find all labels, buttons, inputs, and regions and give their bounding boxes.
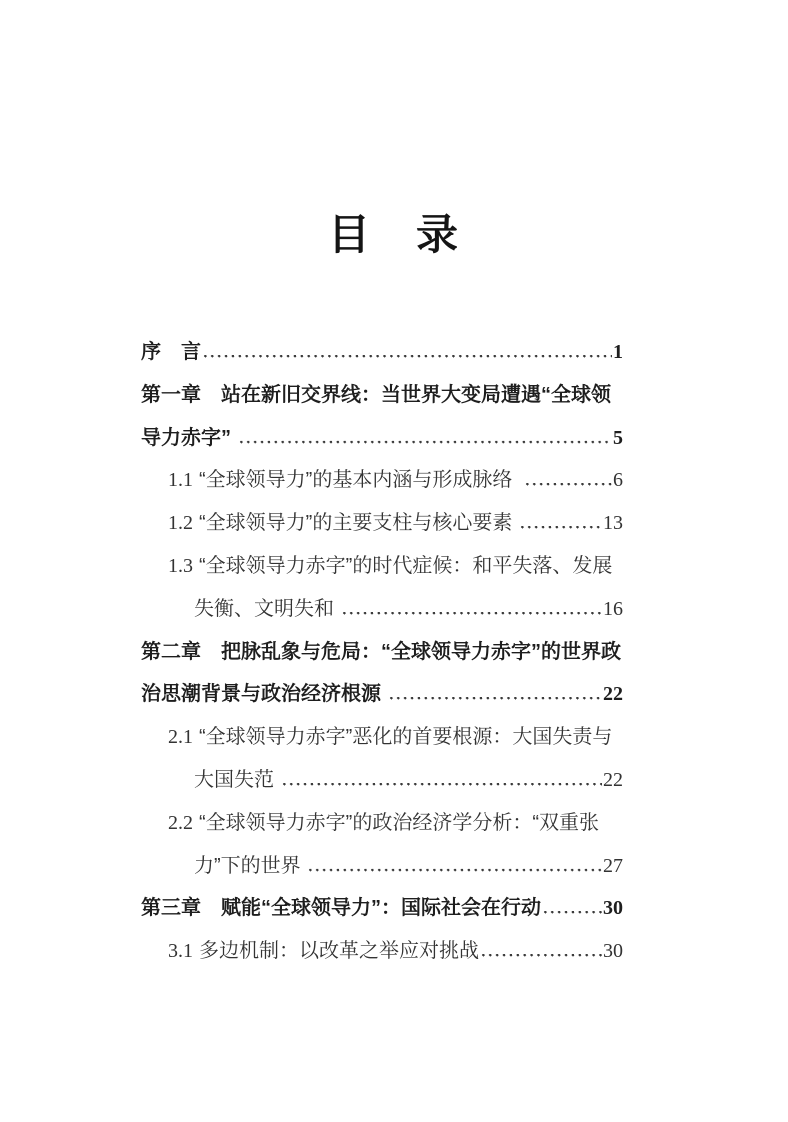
toc-entry-number: 2.1 (168, 726, 193, 749)
dot-leader (238, 417, 612, 460)
toc-entry-page: 13 (603, 512, 623, 535)
dot-leader (542, 887, 602, 930)
dot-leader (480, 930, 602, 973)
table-of-contents (141, 331, 623, 973)
toc-entry-page: 30 (603, 897, 623, 920)
toc-entry-text: “全球领导力赤字”的政治经济学分析：“双重张 (199, 811, 599, 834)
toc-entry-text: 导力赤字” (141, 426, 237, 449)
toc-entry (141, 331, 623, 374)
toc-entry-text: “全球领导力”的主要支柱与核心要素 (199, 512, 518, 535)
toc-entry-text: 大国失范 (194, 768, 280, 791)
toc-entry-text: 第三章 赋能“全球领导力”：国际社会在行动 (141, 897, 541, 920)
toc-entry-page: 1 (613, 341, 623, 363)
toc-entry-text: 第二章 把脉乱象与危局：“全球领导力赤字”的世界政 (141, 640, 621, 663)
toc-entry-page: 6 (613, 469, 623, 492)
toc-entry-page: 16 (603, 597, 623, 620)
dot-leader (202, 331, 612, 374)
toc-entry-text: 失衡、文明失和 (194, 597, 340, 620)
toc-entry (141, 802, 623, 845)
toc-entry-number: 2.2 (168, 811, 193, 834)
toc-entry (141, 930, 623, 973)
toc-entry (141, 417, 623, 460)
dot-leader (519, 502, 602, 545)
dot-leader (307, 845, 602, 888)
toc-entry-text: 力”下的世界 (194, 854, 307, 877)
dot-leader (281, 759, 602, 802)
toc-entry-number: 1.3 (168, 554, 193, 577)
dot-leader (524, 459, 612, 502)
toc-entry-text: “全球领导力赤字”恶化的首要根源：大国失责与 (199, 726, 613, 749)
toc-entry-text: 治思潮背景与政治经济根源 (141, 683, 387, 706)
toc-entry-number: 1.1 (168, 469, 193, 492)
toc-entry (141, 374, 623, 417)
dot-leader (388, 673, 602, 716)
toc-entry-page: 30 (603, 940, 623, 963)
toc-entry (141, 716, 623, 759)
toc-entry (141, 887, 623, 930)
toc-entry-page: 27 (603, 854, 623, 877)
toc-entry-page: 5 (613, 426, 623, 449)
toc-entry (141, 459, 623, 502)
toc-entry-page: 22 (603, 683, 623, 706)
toc-entry (141, 545, 623, 588)
toc-entry (141, 502, 623, 545)
toc-entry-page: 22 (603, 768, 623, 791)
toc-entry-text: “全球领导力”的基本内涵与形成脉络 (199, 469, 524, 492)
toc-entry-number: 1.2 (168, 512, 193, 535)
toc-entry-text: 序 言 (141, 341, 201, 363)
toc-entry-number: 3.1 (168, 940, 193, 963)
toc-entry (141, 631, 623, 674)
toc-entry (141, 588, 623, 631)
page-title: 目 录 (327, 213, 460, 259)
toc-entry (141, 759, 623, 802)
toc-entry-text: “全球领导力赤字”的时代症候：和平失落、发展 (199, 554, 613, 577)
toc-entry (141, 673, 623, 716)
toc-entry-text: 第一章 站在新旧交界线：当世界大变局遭遇“全球领 (141, 383, 611, 406)
dot-leader (341, 588, 602, 631)
toc-entry-text: 多边机制：以改革之举应对挑战 (199, 940, 479, 963)
toc-entry (141, 845, 623, 888)
